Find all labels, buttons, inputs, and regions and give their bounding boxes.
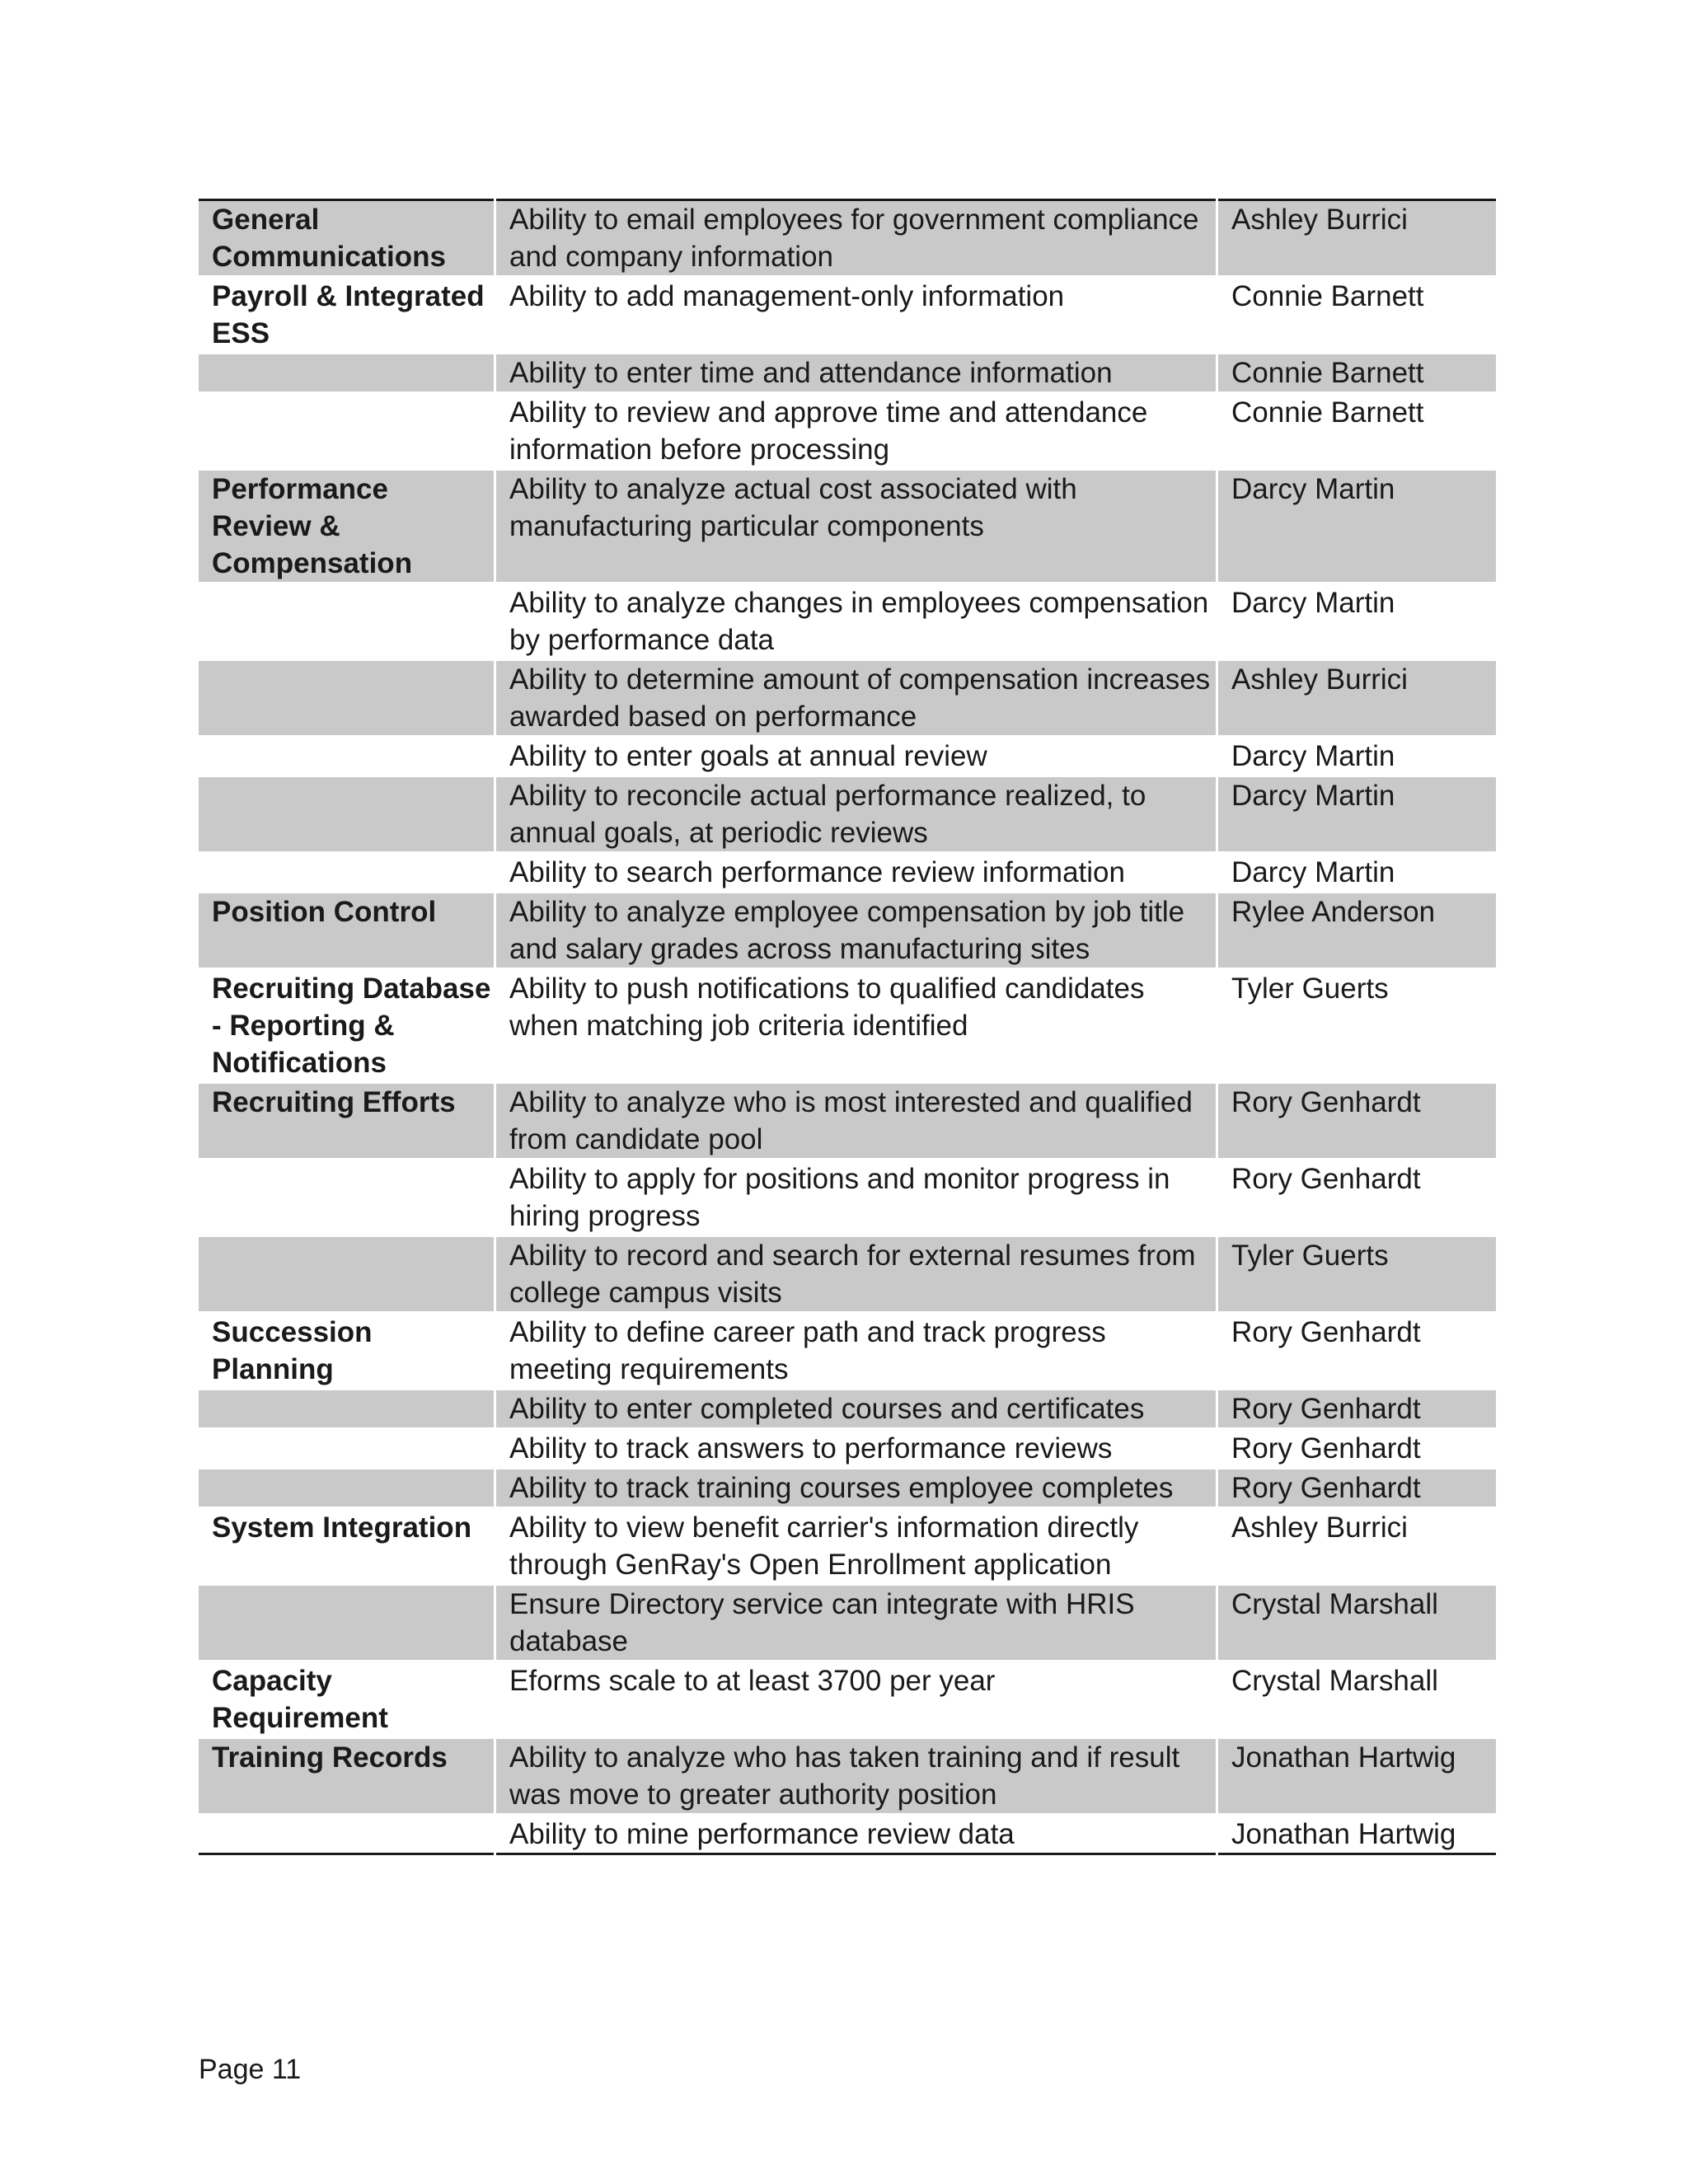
- category-cell: [199, 1815, 495, 1854]
- owner-cell: Darcy Martin: [1217, 853, 1497, 893]
- category-cell: [199, 1236, 495, 1313]
- table-row: [199, 200, 1496, 277]
- owner-cell: Rory Genhardt: [1217, 1429, 1497, 1469]
- table-row: [199, 1236, 1496, 1313]
- owner-cell: Crystal Marshall: [1217, 1661, 1497, 1738]
- owner-cell: Crystal Marshall: [1217, 1585, 1497, 1661]
- table-row: [199, 1313, 1496, 1390]
- table-row: [199, 1661, 1496, 1738]
- owner-cell: Jonathan Hartwig: [1217, 1738, 1497, 1815]
- table-row: [199, 1585, 1496, 1661]
- table-row: [199, 1429, 1496, 1469]
- table-row: [199, 1508, 1496, 1585]
- requirement-cell: Ability to mine performance review data: [495, 1815, 1217, 1854]
- table-row: [199, 470, 1496, 583]
- owner-cell: Connie Barnett: [1217, 354, 1497, 393]
- table-row: [199, 853, 1496, 893]
- category-cell: [199, 1160, 495, 1236]
- requirement-cell: Ability to determine amount of compensation increases awarded based on performance: [495, 660, 1217, 737]
- owner-cell: Connie Barnett: [1217, 277, 1497, 354]
- page-number: Page 11: [199, 2054, 302, 2085]
- category-cell: [199, 1390, 495, 1429]
- table-row: [199, 660, 1496, 737]
- owner-cell: Tyler Guerts: [1217, 1236, 1497, 1313]
- requirement-cell: Ability to analyze employee compensation by job title and salary grades across manufacturing sites: [495, 893, 1217, 969]
- requirement-cell: Ability to track answers to performance reviews: [495, 1429, 1217, 1469]
- category-cell: Recruiting Efforts: [199, 1083, 495, 1160]
- requirement-cell: Ability to define career path and track progress meeting requirements: [495, 1313, 1217, 1390]
- requirements-table-body: [199, 200, 1496, 1854]
- owner-cell: Darcy Martin: [1217, 737, 1497, 776]
- requirement-cell: Ability to push notifications to qualified candidates when matching job criteria identified: [495, 969, 1217, 1083]
- category-cell: Training Records: [199, 1738, 495, 1815]
- requirement-cell: Ability to add management-only information: [495, 277, 1217, 354]
- category-cell: Capacity Requirement: [199, 1661, 495, 1738]
- requirement-cell: Ability to record and search for external resumes from college campus visits: [495, 1236, 1217, 1313]
- category-cell: [199, 660, 495, 737]
- table-row: [199, 893, 1496, 969]
- table-row: [199, 1815, 1496, 1854]
- requirement-cell: Ability to analyze who has taken training and if result was move to greater authority position: [495, 1738, 1217, 1815]
- requirement-cell: Ability to search performance review information: [495, 853, 1217, 893]
- requirement-cell: Ability to analyze changes in employees compensation by performance data: [495, 583, 1217, 660]
- requirement-cell: Ability to enter goals at annual review: [495, 737, 1217, 776]
- table-row: [199, 776, 1496, 853]
- owner-cell: Ashley Burrici: [1217, 200, 1497, 277]
- category-cell: [199, 737, 495, 776]
- category-cell: System Integration: [199, 1508, 495, 1585]
- table-row: [199, 583, 1496, 660]
- requirement-cell: Ability to apply for positions and monitor progress in hiring progress: [495, 1160, 1217, 1236]
- owner-cell: Rylee Anderson: [1217, 893, 1497, 969]
- owner-cell: Rory Genhardt: [1217, 1469, 1497, 1508]
- requirement-cell: Ability to analyze who is most interested and qualified from candidate pool: [495, 1083, 1217, 1160]
- owner-cell: Rory Genhardt: [1217, 1390, 1497, 1429]
- owner-cell: Darcy Martin: [1217, 583, 1497, 660]
- requirement-cell: Ability to review and approve time and attendance information before processing: [495, 393, 1217, 470]
- category-cell: [199, 1469, 495, 1508]
- category-cell: Succession Planning: [199, 1313, 495, 1390]
- category-cell: General Communications: [199, 200, 495, 277]
- table-row: [199, 969, 1496, 1083]
- owner-cell: Rory Genhardt: [1217, 1083, 1497, 1160]
- table-row: [199, 1160, 1496, 1236]
- table-row: [199, 277, 1496, 354]
- table-row: [199, 1083, 1496, 1160]
- owner-cell: Darcy Martin: [1217, 470, 1497, 583]
- table-row: [199, 1738, 1496, 1815]
- requirement-cell: Ability to analyze actual cost associated with manufacturing particular components: [495, 470, 1217, 583]
- table-row: [199, 393, 1496, 470]
- owner-cell: Tyler Guerts: [1217, 969, 1497, 1083]
- table-row: [199, 1469, 1496, 1508]
- requirement-cell: Ability to view benefit carrier's information directly through GenRay's Open Enrollment application: [495, 1508, 1217, 1585]
- requirement-cell: Ability to track training courses employee completes: [495, 1469, 1217, 1508]
- category-cell: [199, 776, 495, 853]
- requirements-table: [199, 199, 1496, 1855]
- owner-cell: Rory Genhardt: [1217, 1313, 1497, 1390]
- owner-cell: Connie Barnett: [1217, 393, 1497, 470]
- table-row: [199, 737, 1496, 776]
- category-cell: [199, 354, 495, 393]
- owner-cell: Rory Genhardt: [1217, 1160, 1497, 1236]
- owner-cell: Jonathan Hartwig: [1217, 1815, 1497, 1854]
- requirement-cell: Ability to reconcile actual performance realized, to annual goals, at periodic reviews: [495, 776, 1217, 853]
- table-row: [199, 1390, 1496, 1429]
- requirement-cell: Ability to enter time and attendance information: [495, 354, 1217, 393]
- requirement-cell: Ability to enter completed courses and certificates: [495, 1390, 1217, 1429]
- category-cell: Payroll & Integrated ESS: [199, 277, 495, 354]
- requirement-cell: Eforms scale to at least 3700 per year: [495, 1661, 1217, 1738]
- owner-cell: Ashley Burrici: [1217, 660, 1497, 737]
- category-cell: Recruiting Database - Reporting & Notifications: [199, 969, 495, 1083]
- category-cell: [199, 393, 495, 470]
- table-row: [199, 354, 1496, 393]
- category-cell: [199, 1429, 495, 1469]
- owner-cell: Ashley Burrici: [1217, 1508, 1497, 1585]
- requirement-cell: Ensure Directory service can integrate with HRIS database: [495, 1585, 1217, 1661]
- category-cell: [199, 583, 495, 660]
- category-cell: [199, 1585, 495, 1661]
- requirement-cell: Ability to email employees for government compliance and company information: [495, 200, 1217, 277]
- category-cell: Performance Review & Compensation: [199, 470, 495, 583]
- category-cell: [199, 853, 495, 893]
- category-cell: Position Control: [199, 893, 495, 969]
- owner-cell: Darcy Martin: [1217, 776, 1497, 853]
